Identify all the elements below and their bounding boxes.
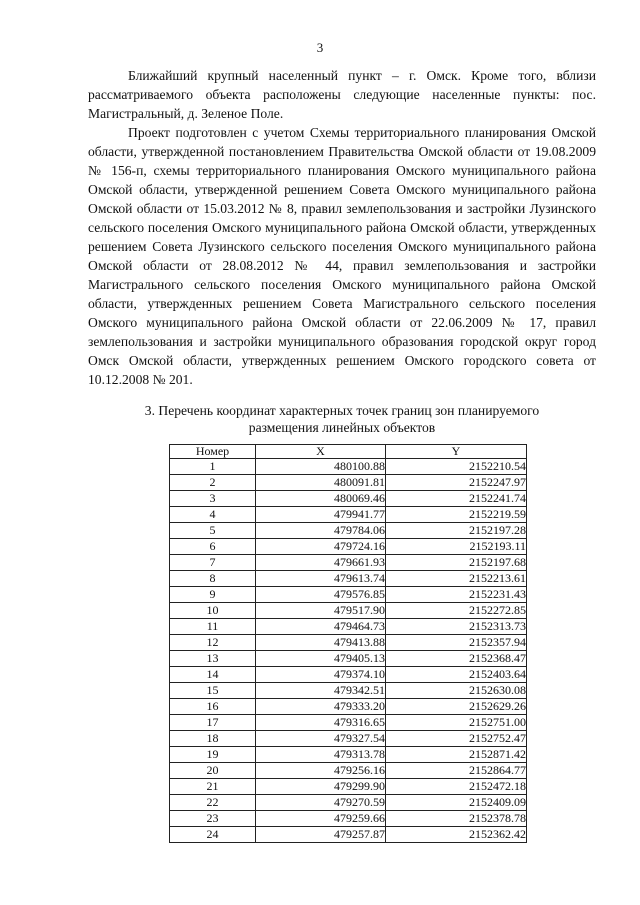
point-number-cell: 23 [170, 811, 256, 827]
section-title [88, 402, 596, 436]
y-coordinate-cell: 2152210.54 [386, 459, 527, 475]
y-coordinate-cell: 2152752.47 [386, 731, 527, 747]
y-coordinate-cell: 2152362.42 [386, 827, 527, 843]
table-row [170, 747, 527, 763]
y-coordinate-cell: 2152197.68 [386, 555, 527, 571]
table-row [170, 523, 527, 539]
point-number-cell: 20 [170, 763, 256, 779]
x-coordinate-cell: 480100.88 [256, 459, 386, 475]
point-number-cell: 16 [170, 699, 256, 715]
point-number-cell: 15 [170, 683, 256, 699]
table-row [170, 571, 527, 587]
point-number-cell: 17 [170, 715, 256, 731]
x-coordinate-cell: 479259.66 [256, 811, 386, 827]
point-number-cell: 11 [170, 619, 256, 635]
table-row [170, 683, 527, 699]
coordinates-table [169, 444, 527, 843]
point-number-cell: 2 [170, 475, 256, 491]
point-number-cell: 14 [170, 667, 256, 683]
point-number-cell: 21 [170, 779, 256, 795]
x-coordinate-cell: 479784.06 [256, 523, 386, 539]
y-coordinate-cell: 2152630.08 [386, 683, 527, 699]
y-coordinate-cell: 2152231.43 [386, 587, 527, 603]
header-number: Номер [170, 445, 256, 459]
table-row [170, 667, 527, 683]
y-coordinate-cell: 2152197.28 [386, 523, 527, 539]
point-number-cell: 13 [170, 651, 256, 667]
y-coordinate-cell: 2152213.61 [386, 571, 527, 587]
x-coordinate-cell: 479256.16 [256, 763, 386, 779]
x-coordinate-cell: 479613.74 [256, 571, 386, 587]
paragraph-nearest-settlement: Ближайший крупный населенный пункт – г. Омск. Кроме того, вблизи рассматриваемого объекта расположены следующие населенные пункты: пос. Магистральный, д. Зеленое Поле. [88, 68, 596, 121]
page-number: 3 [316, 40, 324, 55]
table-row [170, 827, 527, 843]
x-coordinate-cell: 479333.20 [256, 699, 386, 715]
point-number-cell: 22 [170, 795, 256, 811]
table-row [170, 491, 527, 507]
table-row [170, 539, 527, 555]
y-coordinate-cell: 2152193.11 [386, 539, 527, 555]
x-coordinate-cell: 479313.78 [256, 747, 386, 763]
x-coordinate-cell: 479661.93 [256, 555, 386, 571]
x-coordinate-cell: 479405.13 [256, 651, 386, 667]
table-row [170, 619, 527, 635]
table-row [170, 699, 527, 715]
x-coordinate-cell: 480069.46 [256, 491, 386, 507]
y-coordinate-cell: 2152272.85 [386, 603, 527, 619]
section-title-line-1: 3. Перечень координат характерных точек границ зон планируемого [144, 403, 540, 418]
point-number-cell: 19 [170, 747, 256, 763]
table-row [170, 715, 527, 731]
paragraph-planning-basis: Проект подготовлен с учетом Схемы территориального планирования Омской области, утвержденной постановлением Правительства Омской области от 19.08.2009 № 156-п, схемы территориального планирования Омского муниципального района Омской области, утвержденной решением Совета Омского муниципального района Омской области от 15.03.2012 № 8, правил землепользования и застройки Лузинского сельского поселения Омского муниципального района Омской области, утвержденных решением Совета Лузинского сельского поселения Омского муниципального района Омской области от 28.08.2012 № 44, правил землепользования и застройки Магистрального сельского поселения Омского муниципального района Омской области, утвержденных решением Совета Магистрального сельского поселения Омского муниципального района Омской области от 22.06.2009 № 17, правил землепользования и застройки муниципального образования городской округ город Омск Омской области, утвержденных решением Омского городского совета от 10.12.2008 № 201. [88, 125, 596, 387]
y-coordinate-cell: 2152241.74 [386, 491, 527, 507]
table-body [170, 459, 527, 843]
point-number-cell: 8 [170, 571, 256, 587]
table-row [170, 603, 527, 619]
table-row [170, 651, 527, 667]
table-row [170, 459, 527, 475]
header-x: X [256, 445, 386, 459]
table-row [170, 475, 527, 491]
y-coordinate-cell: 2152409.09 [386, 795, 527, 811]
table-row [170, 507, 527, 523]
point-number-cell: 6 [170, 539, 256, 555]
point-number-cell: 3 [170, 491, 256, 507]
table-row [170, 731, 527, 747]
body-text [88, 66, 596, 389]
header-y: Y [386, 445, 527, 459]
x-coordinate-cell: 479316.65 [256, 715, 386, 731]
x-coordinate-cell: 479374.10 [256, 667, 386, 683]
x-coordinate-cell: 480091.81 [256, 475, 386, 491]
table-header-row [170, 445, 527, 459]
y-coordinate-cell: 2152871.42 [386, 747, 527, 763]
y-coordinate-cell: 2152378.78 [386, 811, 527, 827]
x-coordinate-cell: 479724.16 [256, 539, 386, 555]
y-coordinate-cell: 2152751.00 [386, 715, 527, 731]
x-coordinate-cell: 479941.77 [256, 507, 386, 523]
x-coordinate-cell: 479257.87 [256, 827, 386, 843]
point-number-cell: 10 [170, 603, 256, 619]
y-coordinate-cell: 2152368.47 [386, 651, 527, 667]
point-number-cell: 1 [170, 459, 256, 475]
table-row [170, 795, 527, 811]
y-coordinate-cell: 2152629.26 [386, 699, 527, 715]
y-coordinate-cell: 2152219.59 [386, 507, 527, 523]
y-coordinate-cell: 2152357.94 [386, 635, 527, 651]
x-coordinate-cell: 479576.85 [256, 587, 386, 603]
table-row [170, 763, 527, 779]
x-coordinate-cell: 479464.73 [256, 619, 386, 635]
y-coordinate-cell: 2152403.64 [386, 667, 527, 683]
y-coordinate-cell: 2152313.73 [386, 619, 527, 635]
y-coordinate-cell: 2152864.77 [386, 763, 527, 779]
x-coordinate-cell: 479517.90 [256, 603, 386, 619]
point-number-cell: 18 [170, 731, 256, 747]
x-coordinate-cell: 479327.54 [256, 731, 386, 747]
x-coordinate-cell: 479413.88 [256, 635, 386, 651]
x-coordinate-cell: 479342.51 [256, 683, 386, 699]
point-number-cell: 24 [170, 827, 256, 843]
x-coordinate-cell: 479299.90 [256, 779, 386, 795]
table-row [170, 811, 527, 827]
table-row [170, 779, 527, 795]
table-row [170, 555, 527, 571]
point-number-cell: 7 [170, 555, 256, 571]
point-number-cell: 12 [170, 635, 256, 651]
y-coordinate-cell: 2152247.97 [386, 475, 527, 491]
point-number-cell: 5 [170, 523, 256, 539]
table-row [170, 635, 527, 651]
point-number-cell: 9 [170, 587, 256, 603]
x-coordinate-cell: 479270.59 [256, 795, 386, 811]
table-row [170, 587, 527, 603]
point-number-cell: 4 [170, 507, 256, 523]
section-title-line-2: размещения линейных объектов [248, 420, 436, 435]
y-coordinate-cell: 2152472.18 [386, 779, 527, 795]
